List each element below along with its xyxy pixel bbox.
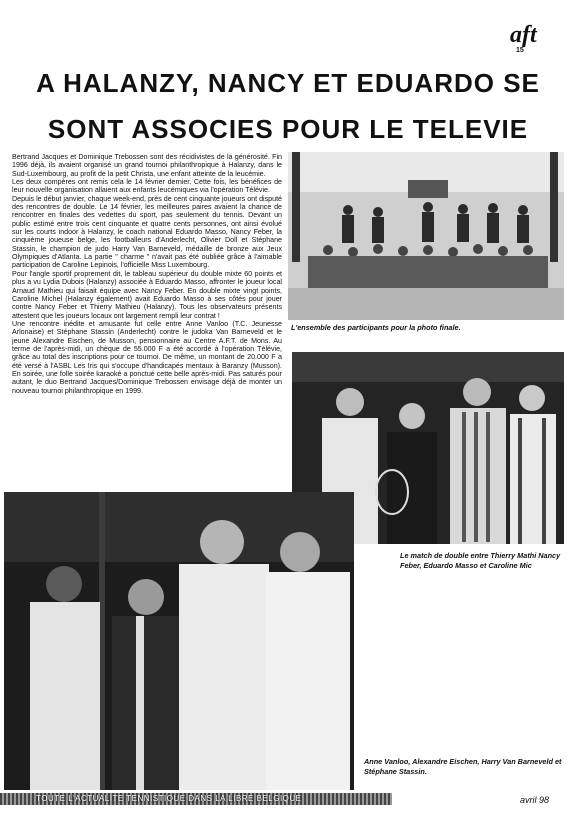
caption-group-photo: L'ensemble des participants pour la photo finale. [291,323,461,332]
players-photo-image [4,492,354,790]
aft-logo-icon [506,20,564,48]
headline-line-1: A HALANZY, NANCY ET EDUARDO SE [36,68,540,98]
svg-text:aft: aft [510,22,537,48]
caption-doubles-photo: Le match de double entre Thierry Mathi Nancy Feber, Eduardo Masso et Caroline Mic [400,551,561,570]
issue-date: avril 98 [520,795,550,805]
group-photo [288,152,564,320]
footer-banner-text: TOUTE L'ACTUALITE TENNISTIQUE DANS LA LIBRE BELGIQUE [36,794,302,803]
publication-logo [506,20,564,48]
group-photo-image [288,152,564,320]
article-paragraph: Les deux compères ont remis cela le 14 février dernier. Cette fois, les bénéfices de leur nouvelle organisation allaient aux enfants leucémiques via l'opération Télévie. [12,178,282,195]
article-paragraph: Bertrand Jacques et Dominique Trebossen sont des récidivistes de la générosité. Fin 1996 déjà, ils avaient organisé un grand tournoi philanthropique à Halanzy, dans le Sud-Luxembourg, au profit de la petit Christa, une enfant atteinte de la leucémie. [12,153,282,178]
headline-line-2: SONT ASSOCIES POUR LE TELEVIE [47,114,529,144]
page-number: 15 [516,47,524,54]
article-paragraph: Pour l'angle sportif proprement dit, le tableau supérieur du double mixte 60 points et plus a vu Lydia Dubois (Halanzy) associée à Eduardo Masso, affronter le joueur local Arnaud Mathieu qui faisait équipe avec Nancy Feber. En double mixte vingt points, Caroline Michel (Halanzy également) avait Eduardo Masso à ses côtés pour jouer contre Nancy Feber et Thierry Mathieu (Halanzy). Tous les observateurs présents attestent que les joueurs locaux ont largement rempli leur contrat ! [12,269,282,320]
article-body [12,153,282,395]
players-photo [4,492,354,790]
article-paragraph: Une rencontre inédite et amusante fut celle entre Anne Vanloo (T.C. Jeunesse Arlonaise) et Stéphane Stassin (Anderlecht) contre le judoka Van Barneveld et le jeune Alexandre Eischen, de Musson, pensionnaire au Centre A.F.T. de Mons. Au terme de l'après-midi, un chèque de 55.000 F a été accordé à l'opération Télévie, grâce au total des inscriptions pour ce tournoi. De même, un montant de 20.000 F a été versé à l'ASBL Les Iris qui s'occupe d'handicapés mentaux à Baranzy (Musson). En soirée, une folle soirée karaoké a ponctué cette belle après-midi. Pas saturés pour autant, le duo Bertrand Jacques/Dominique Trebossen envisage déjà de monter un nouveau tournoi philanthropique en 1999. [12,319,282,395]
headline [0,60,576,152]
article-paragraph: Depuis le début janvier, chaque week-end, près de cent cinquante joueurs ont disputé des rencontres de double. Le 14 février, les meilleures paires avaient la chance de rencontrer en finales des vedettes du sport, pas seulement du tennis. Devant un public estimé entre trois cent cinquante et quatre cents personnes, ont ainsi évolué sur les courts indoor à Halanzy, le coach national Eduardo Masso, Nancy Feber, la cinquième joueuse belge, les footballeurs d'Anderlecht, Olivier Doll et Stéphane Stassin, le champion de judo Harry Van Barneveld, médaille de bronze aux Jeux Olympiques d'Atlanta. La partie " charme " n'avait pas été oubliée grâce à l'aimable participation de Caroline Lepinois, l'officielle Miss Luxembourg. [12,194,282,270]
caption-players-photo: Anne Vanloo, Alexandre Eischen, Harry Van Barneveld et Stéphane Stassin. [364,757,562,776]
